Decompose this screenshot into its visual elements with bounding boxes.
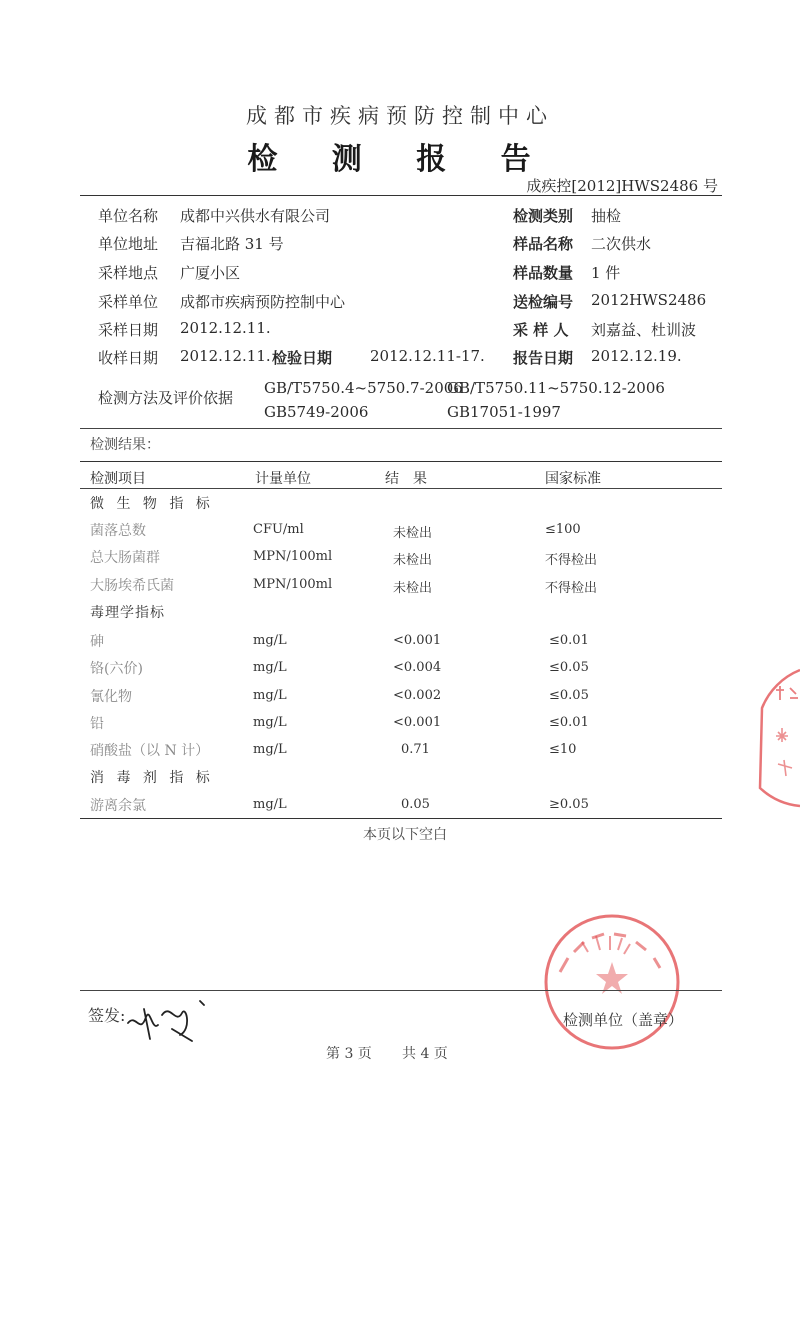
column-header: 计量单位	[255, 471, 311, 487]
table-row-item: 铅	[90, 716, 104, 732]
table-row-result: 0.71	[401, 742, 430, 757]
table-row-unit: MPN/100ml	[253, 577, 333, 592]
section-heading: 毒理学指标	[90, 605, 165, 621]
unit-name-value: 成都中兴供水有限公司	[180, 207, 331, 225]
column-header: 结 果	[385, 471, 427, 487]
sampler-label: 采 样 人	[513, 321, 569, 339]
table-row-unit: MPN/100ml	[253, 549, 333, 564]
sampling-site-value: 广厦小区	[180, 264, 241, 282]
table-row-unit: mg/L	[253, 660, 287, 675]
table-row-standard: ≥0.05	[549, 797, 589, 812]
report-title: 检 测 报 告	[247, 142, 553, 177]
report-date-value: 2012.12.19.	[591, 347, 682, 365]
table-row-item: 硝酸盐（以 N 计）	[90, 743, 210, 759]
table-row-result: 未检出	[393, 526, 433, 541]
table-row-result: <0.001	[393, 633, 442, 648]
table-row-unit: mg/L	[253, 715, 287, 730]
table-row-result: <0.004	[393, 660, 442, 675]
table-row-standard: 不得检出	[545, 581, 598, 596]
column-header: 检测项目	[90, 471, 146, 487]
divider	[80, 428, 722, 429]
receive-date-label: 收样日期	[98, 349, 159, 367]
test-type-value: 抽检	[591, 207, 622, 225]
official-seal-stamp	[542, 912, 682, 1052]
unit-address-value: 吉福北路 31 号	[180, 235, 284, 253]
table-row-item: 大肠埃希氏菌	[90, 578, 174, 594]
seal-edge-stamp	[752, 668, 800, 808]
sign-label: 签发:	[88, 1006, 126, 1025]
section-heading: 微 生 物 指 标	[90, 496, 214, 512]
table-bottom-divider	[80, 818, 722, 819]
table-row-item: 总大肠菌群	[90, 550, 160, 566]
table-row-item: 砷	[90, 634, 104, 650]
table-row-unit: mg/L	[253, 688, 287, 703]
page-number: 第 3 页	[326, 1046, 372, 1062]
org-name: 成都市疾病预防控制中心	[246, 104, 554, 128]
page-total: 共 4 页	[402, 1046, 448, 1062]
sample-qty-label: 样品数量	[513, 264, 574, 282]
table-row-result: 未检出	[393, 581, 433, 596]
table-row-item: 游离余氯	[90, 798, 146, 814]
unit-name-label: 单位名称	[98, 207, 159, 225]
receive-date-value: 2012.12.11.	[180, 347, 271, 365]
signature	[122, 995, 212, 1045]
document-number: 成疾控[2012]HWS2486 号	[526, 177, 718, 195]
table-row-standard: ≤0.05	[549, 688, 589, 703]
blank-note: 本页以下空白	[363, 827, 447, 843]
method-standard: GB5749-2006	[264, 403, 369, 421]
table-row-result: <0.001	[393, 715, 442, 730]
test-type-label: 检测类别	[513, 207, 574, 225]
test-date-label: 检验日期	[272, 349, 333, 367]
section-heading: 消 毒 剂 指 标	[90, 770, 214, 786]
sample-name-value: 二次供水	[591, 235, 652, 253]
table-row-unit: CFU/ml	[253, 522, 304, 537]
method-standard: GB/T5750.11~5750.12-2006	[447, 379, 665, 397]
column-header: 国家标准	[545, 471, 601, 487]
unit-address-label: 单位地址	[98, 235, 159, 253]
table-row-result: 未检出	[393, 553, 433, 568]
footer-divider	[80, 990, 722, 991]
table-row-result: 0.05	[401, 797, 430, 812]
test-date-value: 2012.12.11-17.	[370, 347, 485, 365]
sampling-site-label: 采样地点	[98, 264, 159, 282]
header-divider	[80, 195, 722, 196]
results-heading: 检测结果：	[90, 437, 160, 453]
table-row-standard: ≤0.01	[549, 715, 589, 730]
table-row-item: 铬(六价)	[90, 661, 143, 677]
sampling-unit-label: 采样单位	[98, 293, 159, 311]
table-row-standard: ≤0.01	[549, 633, 589, 648]
sampling-date-label: 采样日期	[98, 321, 159, 339]
sample-qty-value: 1 件	[591, 264, 621, 282]
sampling-unit-value: 成都市疾病预防控制中心	[180, 293, 346, 311]
table-row-item: 菌落总数	[90, 523, 146, 539]
table-row-unit: mg/L	[253, 797, 287, 812]
table-row-result: <0.002	[393, 688, 442, 703]
sampler-value: 刘嘉益、杜训波	[591, 321, 697, 339]
sample-name-label: 样品名称	[513, 235, 574, 253]
report-date-label: 报告日期	[513, 349, 574, 367]
divider	[80, 461, 722, 462]
method-standard: GB/T5750.4~5750.7-2006	[264, 379, 463, 397]
table-row-standard: 不得检出	[545, 553, 598, 568]
table-row-standard: ≤10	[549, 742, 577, 757]
method-label: 检测方法及评价依据	[98, 389, 234, 407]
submission-no-label: 送检编号	[513, 293, 574, 311]
method-standard: GB17051-1997	[447, 403, 561, 421]
table-row-standard: ≤0.05	[549, 660, 589, 675]
sampling-date-value: 2012.12.11.	[180, 319, 271, 337]
table-row-unit: mg/L	[253, 742, 287, 757]
table-row-unit: mg/L	[253, 633, 287, 648]
seal-label: 检测单位（盖章）	[563, 1011, 684, 1029]
table-row-standard: ≤100	[545, 522, 581, 537]
divider	[80, 488, 722, 489]
table-row-item: 氰化物	[90, 689, 132, 705]
submission-no-value: 2012HWS2486	[591, 291, 707, 309]
